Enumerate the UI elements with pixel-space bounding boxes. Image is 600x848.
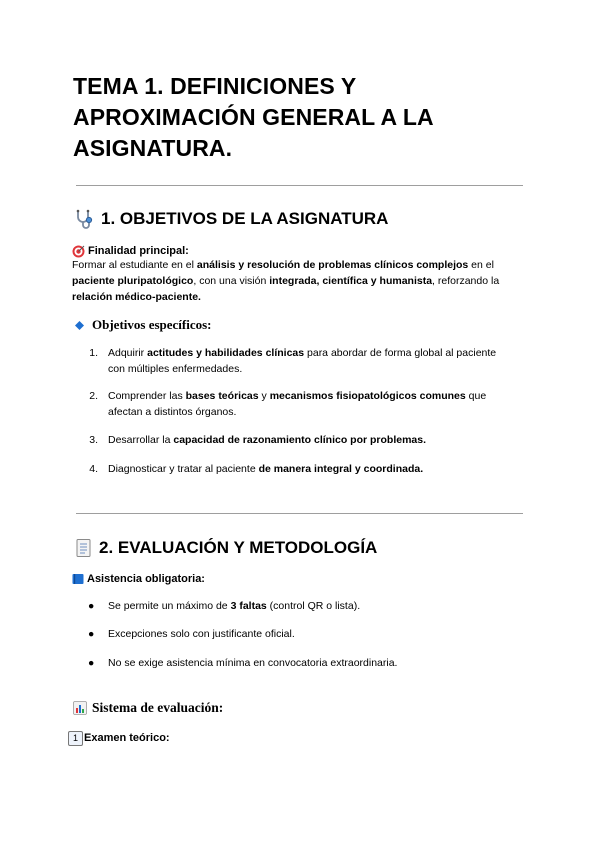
divider: [76, 513, 523, 514]
keycap-one-icon: 1: [68, 731, 83, 746]
section-heading-objetivos: [74, 208, 388, 230]
section-heading-evaluacion: [74, 537, 377, 559]
objetivos-especificos-heading: Objetivos específicos:: [75, 316, 212, 334]
asistencia-label: Asistencia obligatoria:: [72, 570, 205, 588]
divider: [76, 185, 523, 186]
sistema-evaluacion-heading: Sistema de evaluación:: [73, 699, 223, 717]
bullet-icon: ●: [88, 628, 95, 640]
finalidad-paragraph: Formar al estudiante en el análisis y resolución de problemas clínicos complejos en el paciente pluripatológico, con una visión integrada, científica y humanista, reforzando la relación médico-paciente.: [72, 259, 500, 303]
bar-chart-icon: [73, 701, 87, 715]
diamond-icon: [75, 321, 84, 330]
document-icon: [74, 538, 94, 558]
book-icon: [72, 573, 84, 585]
target-icon: [72, 245, 85, 258]
finalidad-label: Finalidad principal:: [72, 242, 189, 260]
section-heading-text: 1. OBJETIVOS DE LA ASIGNATURA: [101, 209, 389, 228]
section-heading-text: 2. EVALUACIÓN Y METODOLOGÍA: [99, 538, 378, 557]
asistencia-list: ● Se permite un máximo de 3 faltas (control QR o lista). ● Excepciones solo con justificante oficial. ● No se exige asistencia mínima en convocatoria extraordinaria.: [88, 600, 398, 669]
bullet-icon: ●: [88, 600, 95, 612]
bullet-icon: ●: [88, 657, 95, 669]
page-title: TEMA 1. DEFINICIONES Y APROXIMACIÓN GENERAL A LA ASIGNATURA.: [73, 73, 433, 161]
stethoscope-icon: [74, 208, 96, 230]
examen-teorico-label: 1 Examen teórico:: [68, 729, 170, 747]
objetivos-list: 1. Adquirir actitudes y habilidades clínicas para abordar de forma global al paciente con múltiples enfermedades. 2. Comprender las bases teóricas y mecanismos fisiopatológicos comunes que afectan a distintos órganos. 3. Desarrollar la capacidad de razonamiento clínico por problemas. 4. Diagnosticar y tratar al paciente de manera integral y coordinada.: [89, 347, 497, 475]
